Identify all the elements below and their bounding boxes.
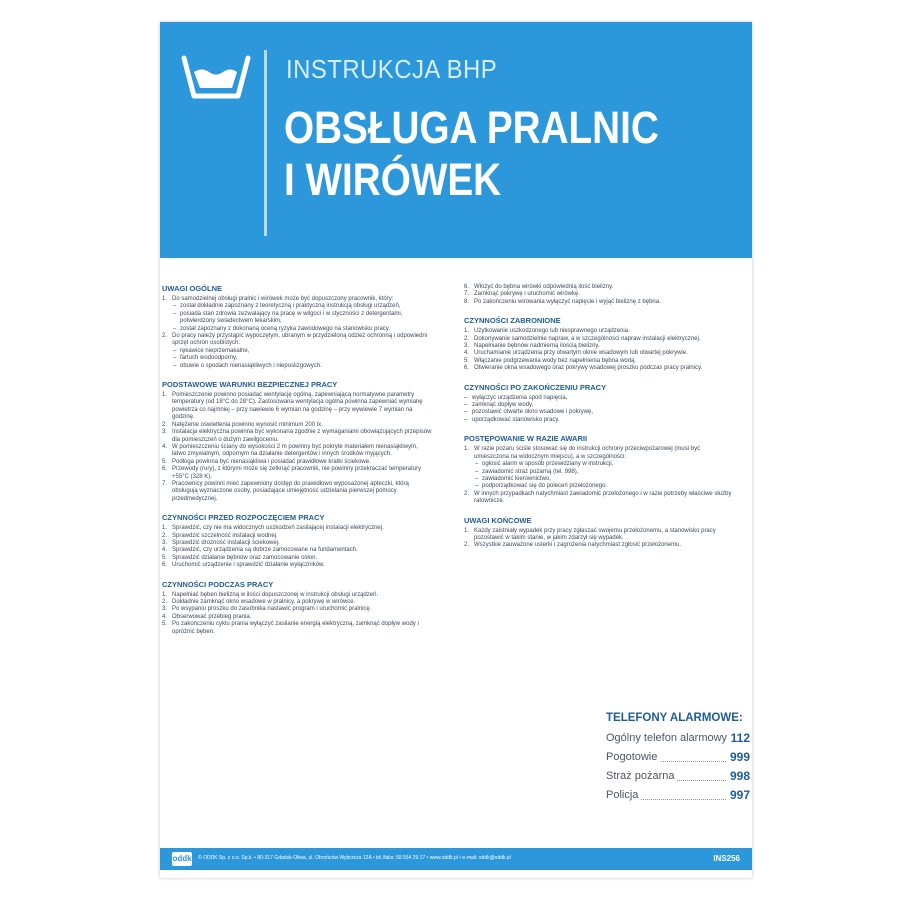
list-item: 5. Po zakończeniu cyklu prania wyłączyć zasilanie energią elektryczną, zamknąć dopływ wody i opróżnić bęben.	[162, 621, 419, 635]
list-item: 1. Napełniać bęben bielizną w ilości dopuszczonej w instrukcji obsługi urządzeń.	[162, 591, 379, 598]
title-line-1: OBSŁUGA PRALNIC	[284, 102, 659, 153]
list-item: 5. Podłoga powinna być nienasiąkliwa i posiadać prawidłowe kratki ściekowe.	[162, 458, 371, 465]
list-item: – zamknąć dopływ wody,	[464, 402, 734, 409]
section-po-zakonczeniu	[464, 383, 734, 425]
list-item: 1. Sprawdzić, czy nie ma widocznych uszkodzeń zasilającej instalacji elektrycznej.	[162, 525, 384, 532]
phone-label: Ogólny telefon alarmowy	[606, 732, 730, 744]
phone-row	[606, 788, 750, 807]
section-przed-rozpoczeciem	[162, 513, 432, 569]
list-item: 3. Po wsypaniu proszku do zasobnika nastawić program i uruchomić pralnicę.	[162, 606, 372, 613]
instruction-sheet	[160, 22, 752, 878]
phone-label: Straż pożarna	[606, 770, 677, 782]
list-item: 1. Każdy zaistniały wypadek przy pracy zgłaszać swojemu przełożonemu, a stanowisko pracy pozostawić w takim stanie, w jakim zdarzył się wypadek.	[464, 527, 716, 541]
list-item: 2. Dokładnie zamknąć okno wsadowe w pralnicy, a pokrywę w wirówce.	[162, 599, 356, 605]
sub-item: – zawiadomić kierownictwo,	[464, 476, 734, 483]
list-item: 3. Napełnianie bębnów nadmierną ilością bielizny.	[464, 343, 600, 350]
section-awaria	[464, 434, 734, 505]
list-item: – uporządkować stanowisko pracy.	[464, 417, 734, 424]
list-item: 4. W pomieszczeniu ściany do wysokości 2 m powinny być pokryte materiałem nienasiąkliwym, łatwo zmywalnym, odpornym na działanie detergentów i innych środków myjących.	[162, 443, 418, 458]
sub-item: – zawiadomić straż pożarną (tel. 998),	[464, 469, 734, 476]
list-item: 4. Uruchamianie urządzenia przy otwartym oknie wsadowym lub otwartej pokrywie.	[464, 350, 688, 357]
header-divider	[264, 50, 267, 236]
section-heading: CZYNNOŚCI PO ZAKOŃCZENIU PRACY	[464, 382, 607, 392]
title-line-2: I WIRÓWEK	[284, 154, 502, 205]
phone-row	[606, 731, 750, 750]
list-item: – wyłączyć urządzenia spod napięcia,	[464, 395, 734, 402]
list-item: 6. Otwieranie okna wsadowego oraz pokrywy wsadowej proszku podczas pracy pralnicy.	[464, 365, 703, 372]
list-item: 1. Pomieszczenie powinno posiadać wentylację ogólną, zapewniającą normatywne parametry temperatury (od 18°C do 28°C). Zastosowana wentylacja ogólna powinna zapewniać wymianę powietrza co najmniej – przy nawiewie 6 wymian na godzinę – przy wywiewie 7 wymian na godzinę.	[162, 392, 423, 421]
list-item: 3. Sprawdzić drożność instalacji ściekowej.	[162, 539, 280, 546]
washing-tub-icon	[180, 52, 252, 102]
sub-item: – został dokładnie zapoznany z teoretyczną i praktyczną instrukcją obsługi urządzeń,	[162, 303, 432, 310]
section-uwagi-koncowe	[464, 516, 734, 550]
phone-number: 112	[728, 731, 750, 745]
list-item: 8. Po zakończeniu wirowania wyłączyć napięcie i wyjąć bieliznę z bębna.	[464, 298, 661, 305]
phone-row	[606, 750, 750, 769]
list-item: 2. W innych przypadkach natychmiast zawiadomić przełożonego i w razie potrzeby właściwe służby ratownicze.	[464, 490, 732, 505]
phone-number: 998	[727, 769, 750, 783]
section-podczas-pracy	[162, 580, 432, 636]
section-uwagi-ogolne	[162, 284, 432, 370]
page-title	[284, 102, 680, 206]
list-item: 4. Sprawdzić, czy urządzenia są dobrze zamocowane na fundamentach.	[162, 547, 358, 554]
footer-text: © ODDK Sp. z o.o. Sp.k. • 80-317 Gdańsk-Oliwa, ul. Obrońców Wybrzeża 12A • tel./faks: 58 554 29 17 • www.oddk.pl • e-mail: oddk@oddk.pl	[198, 855, 511, 861]
section-heading: CZYNNOŚCI PRZED ROZPOCZĘCIEM PRACY	[162, 513, 325, 523]
sub-item: – ogłosić alarm w sposób przewidziany w instrukcji,	[464, 461, 734, 468]
section-heading: POSTĘPOWANIE W RAZIE AWARII	[464, 434, 588, 444]
sub-item: – obuwie o spodach nienasiąkliwych i nieposlizgowych.	[162, 363, 432, 370]
footer-bar	[160, 848, 752, 870]
list-item: 1. Użytkowanie uszkodzonego lub niesprawnego urządzenia.	[464, 328, 630, 335]
sub-item: – podporządkować się do poleceń przełożonego.	[464, 483, 734, 490]
list-item: 5. Włączanie podgrzewania wody bez napełnienia bębna wodą.	[464, 357, 637, 364]
list-item: 1. W razie pożaru ściśle stosować się do instrukcji ochrony przeciwpożarowej (musi być umieszczona na widocznym miejscu), a w szczególności:	[464, 446, 701, 460]
section-podczas-pracy-cont	[464, 284, 734, 306]
list-item: 7. Pracownicy powinni mieć zapewniony dostęp do prawidłowo wyposażonej apteczki, którą obsługują wyznaczone osoby, posiadające umiejętność udzielania pierwszej pomocy przedmedycznej.	[162, 480, 409, 502]
emergency-phones	[606, 712, 750, 807]
section-heading: CZYNNOŚCI ZABRONIONE	[464, 316, 561, 326]
list-item: 4. Obserwować przebieg prania.	[162, 613, 252, 620]
list-item: 2. Do pracy należy przystąpić wypoczętym, ubranym w przydzieloną odzież ochronną i odpowiedni sprzęt ochron osobistych:	[162, 333, 428, 347]
sub-item: – rękawice nieprzemakalne,	[162, 348, 432, 355]
phone-label: Pogotowie	[606, 751, 660, 763]
section-heading: CZYNNOŚCI PODCZAS PRACY	[162, 579, 274, 589]
header-kicker: INSTRUKCJA BHP	[286, 54, 498, 84]
phone-label: Policja	[606, 789, 641, 801]
sub-item: – fartuch wodoodporny,	[162, 355, 432, 362]
list-item: 2. Natężenie oświetlenia powinno wynosić minimum 200 lx.	[162, 421, 323, 428]
section-zabronione	[464, 316, 734, 372]
oddk-logo: oddk	[172, 852, 192, 866]
section-heading: PODSTAWOWE WARUNKI BEZPIECZNEJ PRACY	[162, 380, 338, 390]
list-item: 6. Przewody (rury), z którymi może się zetknąć pracownik, nie powinny przekraczać temperatury +55°C (328 K).	[162, 466, 422, 480]
phone-row	[606, 769, 750, 788]
header-banner	[160, 22, 752, 258]
list-item: 3. Instalacja elektryczna powinna być wykonana zgodnie z wymaganiami obowiązujących przepisów dla pomieszczeń o dużym zawilgoceniu.	[162, 429, 432, 443]
list-item: 2. Dokonywanie samodzielnie napraw, a w szczególności napraw instalacji elektrycznej.	[464, 335, 701, 342]
document-code: INS256	[713, 854, 740, 863]
list-item: – pozostawić otwarte okno wsadowe i pokrywę,	[464, 409, 734, 416]
list-item: 5. Sprawdzić działanie bębnów oraz zamocowanie osłon.	[162, 554, 318, 561]
list-item: 1. Do samodzielnej obsługi pralnic i wirówek może być dopuszczony pracownik, który:	[162, 296, 394, 302]
section-heading: UWAGI OGÓLNE	[162, 284, 222, 293]
section-podstawowe-warunki	[162, 380, 432, 503]
left-column	[162, 284, 432, 646]
list-item: 6. Uruchomić urządzenie i sprawdzić działanie wyłączników.	[162, 562, 325, 569]
phones-title: TELEFONY ALARMOWE:	[606, 712, 743, 724]
right-column	[464, 284, 734, 560]
section-heading: UWAGI KOŃCOWE	[464, 515, 532, 525]
sub-item: – został zapoznany z dokonaną oceną ryzyka zawodowego na stanowisku pracy.	[162, 326, 432, 333]
phone-number: 997	[727, 788, 750, 802]
list-item: 2. Sprawdzić szczelność instalacji wodnej.	[162, 532, 278, 539]
sub-item: – posiada stan zdrowia zezwalający na pracę w wilgoci i w styczności z detergentami, potwierdzony świadectwem lekarskim,	[162, 311, 432, 326]
phone-number: 999	[727, 750, 750, 764]
list-item: 6. Włożyć do bębna wirówki odpowiednią ilość bielizny.	[464, 284, 614, 290]
list-item: 2. Wszystkie zauważone usterki i zagrożenia natychmiast zgłosić przełożonemu.	[464, 542, 682, 549]
list-item: 7. Zamknąć pokrywę i uruchomić wirówkę.	[464, 291, 581, 298]
